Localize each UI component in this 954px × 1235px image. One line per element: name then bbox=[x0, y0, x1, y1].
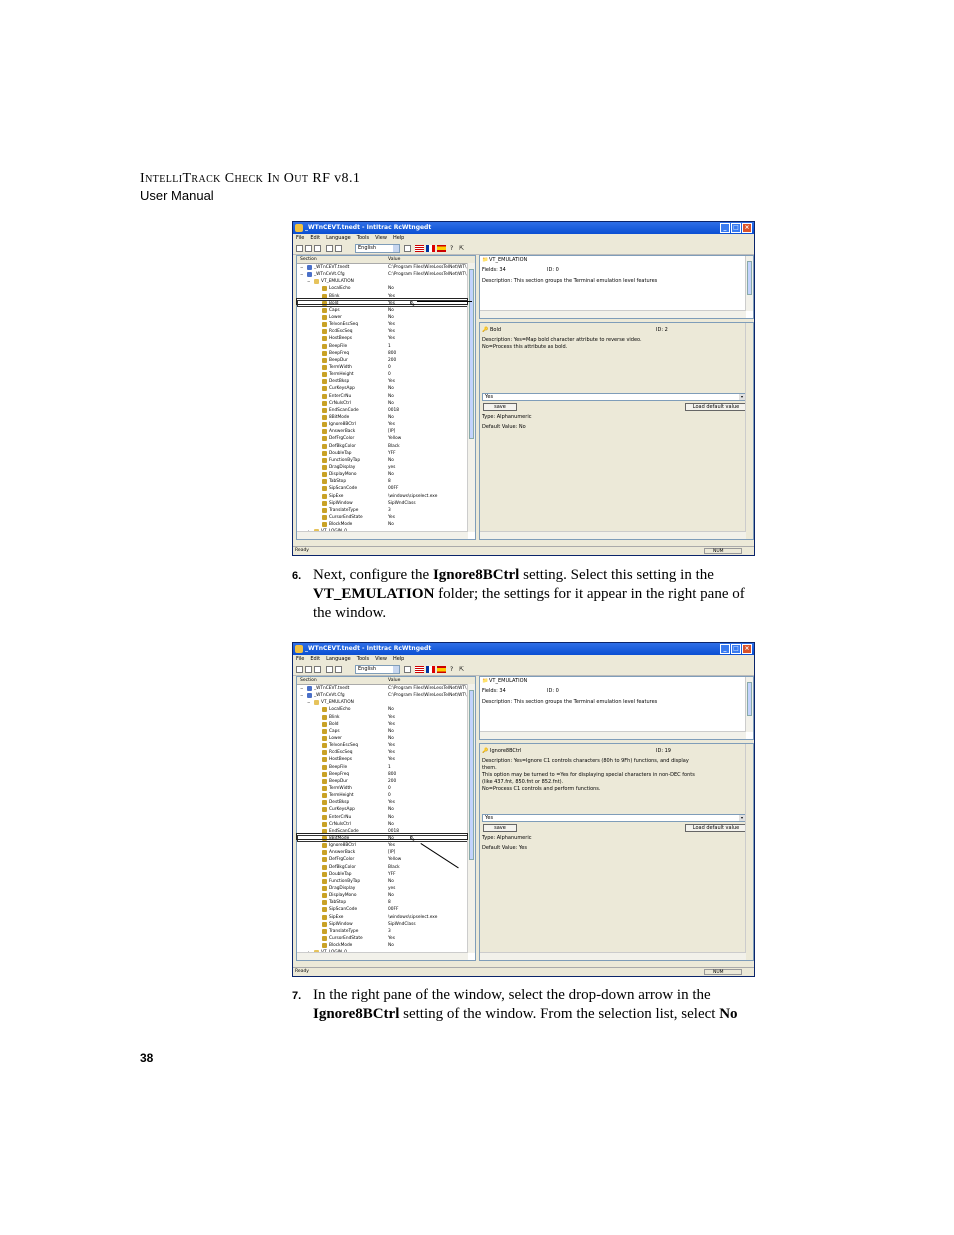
toolbar-button[interactable] bbox=[326, 245, 333, 252]
tree-row[interactable]: DoubleTap YFF bbox=[297, 450, 475, 457]
step-6: 6. Next, configure the Ignore8BCtrl setting. Select this setting in the VT_EMULATION folder; the settings for it appear in the right pane of the window. bbox=[292, 567, 745, 621]
setting-icon bbox=[322, 872, 327, 877]
screenshot-window-bold bbox=[292, 221, 755, 556]
load-default-button[interactable]: Load default value bbox=[685, 824, 747, 832]
tree-row[interactable]: BeepDur 200 bbox=[297, 778, 475, 785]
menu-item[interactable]: Language bbox=[326, 235, 351, 241]
tree-row[interactable]: DoubleTap YFF bbox=[297, 871, 475, 878]
setting-icon bbox=[322, 472, 327, 477]
callout-arrow bbox=[417, 301, 472, 302]
tree-row[interactable]: TermHeight 0 bbox=[297, 792, 475, 799]
window-titlebar[interactable]: _WTnCEVT.tnedt - IntItrac RcWtngedt _ □ × bbox=[293, 643, 754, 655]
num-lock-indicator: NUM bbox=[704, 548, 742, 554]
setting-icon bbox=[322, 893, 327, 898]
tree-row[interactable]: Lower No bbox=[297, 735, 475, 742]
tree-row[interactable]: − VT_EMULATION bbox=[307, 279, 354, 285]
chevron-down-icon[interactable] bbox=[393, 245, 399, 252]
detail-vertical-scrollbar[interactable] bbox=[745, 323, 753, 532]
screenshot-window-ignore8bctrl bbox=[292, 642, 755, 977]
tree-row[interactable]: DestBksp Yes bbox=[297, 378, 475, 385]
setting-icon bbox=[322, 408, 327, 413]
setting-icon bbox=[322, 344, 327, 349]
tree-row[interactable]: DefFrgColor Yellow bbox=[297, 435, 475, 442]
tree-row[interactable]: LocalEcho No bbox=[297, 706, 475, 713]
tree-row[interactable]: CurKeysApp No bbox=[297, 806, 475, 813]
setting-icon bbox=[322, 508, 327, 513]
tree-header: Section Value bbox=[297, 677, 475, 685]
status-bar: Ready NUM bbox=[293, 546, 754, 555]
tree-row[interactable]: AnswerBack [IP] bbox=[297, 428, 475, 435]
setting-icon bbox=[322, 379, 327, 384]
folder-icon bbox=[307, 693, 312, 698]
tree-horizontal-scrollbar[interactable] bbox=[297, 531, 468, 539]
section-info-pane: 📁 VT_EMULATION Fields: 34 ID: 0 Description: This section groups the Terminal emulation level features bbox=[479, 255, 754, 319]
info-horizontal-scrollbar[interactable] bbox=[480, 310, 746, 318]
folder-icon: 📁 bbox=[482, 678, 489, 684]
minimize-button[interactable]: _ bbox=[720, 223, 730, 233]
tree-row[interactable]: − _WTnCeVt.Cfg C:\Program Files\WireLessTelNet\WT\ bbox=[300, 272, 467, 278]
menu-item[interactable]: View bbox=[375, 235, 387, 241]
setting-icon bbox=[322, 386, 327, 391]
tree-row[interactable]: TermWidth 0 bbox=[297, 364, 475, 371]
tree-row[interactable]: LocalEcho No bbox=[297, 285, 475, 292]
menu-bar bbox=[293, 655, 754, 664]
tree-row[interactable]: DisplayMono No bbox=[297, 892, 475, 899]
setting-icon bbox=[322, 757, 327, 762]
tree-row[interactable]: Blink Yes bbox=[297, 714, 475, 721]
tree-row[interactable]: AnswerBack [IP] bbox=[297, 849, 475, 856]
folder-icon bbox=[314, 700, 319, 705]
setting-icon bbox=[322, 465, 327, 470]
tree-row[interactable]: TabStop 8 bbox=[297, 899, 475, 906]
expand-icon[interactable]: − bbox=[300, 693, 304, 699]
tree-row[interactable]: FunctionByTap No bbox=[297, 457, 475, 464]
menu-bar bbox=[293, 234, 754, 243]
tree-row[interactable]: SipWindow SipWndClass bbox=[297, 921, 475, 928]
tree-row[interactable]: CrNulsCtrl No bbox=[297, 821, 475, 828]
setting-icon: 🔑 bbox=[482, 748, 489, 754]
tree-row[interactable]: DragDisplay yes bbox=[297, 885, 475, 892]
num-lock-indicator: NUM bbox=[704, 969, 742, 975]
tree-row[interactable]: CurKeysApp No bbox=[297, 385, 475, 392]
tree-row[interactable]: CursorEndState Yes bbox=[297, 514, 475, 521]
running-header-title: IntelliTrack Check In Out RF v8.1 bbox=[140, 171, 361, 186]
us-flag-icon[interactable] bbox=[415, 666, 424, 673]
toolbar-button[interactable] bbox=[335, 245, 342, 252]
setting-icon bbox=[322, 822, 327, 827]
folder-icon bbox=[307, 265, 312, 270]
window-titlebar[interactable]: _WTnCEVT.tnedt - IntItrac RcWtngedt _ □ × bbox=[293, 222, 754, 234]
language-select[interactable]: English bbox=[355, 665, 400, 674]
tree-row[interactable]: TranslateType 3 bbox=[297, 928, 475, 935]
tree-row[interactable]: Blink Yes bbox=[297, 293, 475, 300]
setting-icon bbox=[322, 786, 327, 791]
setting-icon bbox=[322, 415, 327, 420]
tree-row[interactable]: Bold Yes bbox=[297, 721, 475, 728]
tree-row[interactable]: BlockMode No bbox=[297, 942, 475, 949]
setting-icon bbox=[322, 351, 327, 356]
setting-icon bbox=[322, 444, 327, 449]
maximize-button[interactable]: □ bbox=[731, 644, 741, 654]
menu-item[interactable]: File bbox=[296, 656, 305, 662]
info-vertical-scrollbar[interactable] bbox=[745, 256, 753, 311]
tree-row[interactable]: BeepFreq 800 bbox=[297, 350, 475, 357]
page-number: 38 bbox=[140, 1051, 154, 1065]
setting-icon bbox=[322, 436, 327, 441]
tree-row[interactable]: EndScanCode 0018 bbox=[297, 828, 475, 835]
chevron-down-icon[interactable]: ▾ bbox=[740, 815, 743, 820]
toolbar-button[interactable] bbox=[296, 245, 303, 252]
tree-row[interactable]: SipExe \windows\sipselect.exe bbox=[297, 914, 475, 921]
info-vertical-scrollbar[interactable] bbox=[745, 677, 753, 732]
language-select[interactable]: English bbox=[355, 244, 400, 253]
setting-icon bbox=[322, 394, 327, 399]
setting-icon bbox=[322, 365, 327, 370]
tree-row[interactable]: HostBeeps Yes bbox=[297, 335, 475, 342]
setting-icon bbox=[322, 736, 327, 741]
tree-row[interactable]: BeepDur 200 bbox=[297, 357, 475, 364]
setting-icon bbox=[322, 308, 327, 313]
tree-row[interactable]: Lower No bbox=[297, 314, 475, 321]
maximize-button[interactable]: □ bbox=[731, 223, 741, 233]
tree-row[interactable]: − _WTnCEVT.tnedt C:\Program Files\WireLessTelNet\WT\ bbox=[300, 686, 467, 691]
tree-row[interactable]: DisplayMono No bbox=[297, 471, 475, 478]
tree-row[interactable]: TermHeight 0 bbox=[297, 371, 475, 378]
help-icon[interactable]: ? bbox=[450, 245, 454, 252]
app-icon bbox=[295, 224, 303, 232]
tree-row[interactable]: DragDisplay yes bbox=[297, 464, 475, 471]
toolbar bbox=[293, 664, 754, 676]
tree-row[interactable]: BeepFreq 800 bbox=[297, 771, 475, 778]
setting-icon bbox=[322, 729, 327, 734]
chevron-down-icon[interactable] bbox=[393, 666, 399, 673]
tree-row[interactable]: Ignore8BCtrl Yes bbox=[297, 842, 475, 849]
expand-icon[interactable]: − bbox=[307, 279, 311, 285]
setting-icon bbox=[322, 843, 327, 848]
setting-icon bbox=[322, 494, 327, 499]
detail-horizontal-scrollbar[interactable] bbox=[480, 531, 746, 539]
value-combo[interactable]: Yes ▾ bbox=[482, 393, 746, 401]
tree-row[interactable]: DestBksp Yes bbox=[297, 799, 475, 806]
menu-item[interactable]: File bbox=[296, 235, 305, 241]
toolbar-button[interactable] bbox=[335, 666, 342, 673]
tree-row[interactable]: SipWindow SipWndClass bbox=[297, 500, 475, 507]
setting-icon bbox=[322, 515, 327, 520]
setting-icon bbox=[322, 779, 327, 784]
tree-row[interactable]: RcdEscSeq Yes bbox=[297, 328, 475, 335]
folder-icon bbox=[314, 279, 319, 284]
tree-row[interactable]: EnterCrNu No bbox=[297, 393, 475, 400]
toolbar-button[interactable] bbox=[296, 666, 303, 673]
setting-icon bbox=[322, 850, 327, 855]
value-combo[interactable]: Yes ▾ bbox=[482, 814, 746, 822]
tree-row[interactable]: CrNulsCtrl No bbox=[297, 400, 475, 407]
setting-icon bbox=[322, 879, 327, 884]
tree-row[interactable]: DefBkgColor Black bbox=[297, 864, 475, 871]
setting-icon bbox=[322, 522, 327, 527]
setting-icon bbox=[322, 707, 327, 712]
setting-icon bbox=[322, 336, 327, 341]
toolbar-button[interactable] bbox=[305, 245, 312, 252]
tree-row[interactable]: BlockMode No bbox=[297, 521, 475, 528]
toolbar-button[interactable] bbox=[314, 245, 321, 252]
menu-item[interactable]: Help bbox=[392, 235, 405, 241]
tree-row[interactable]: − _WTnCEVT.tnedt C:\Program Files\WireLessTelNet\WT\ bbox=[300, 265, 467, 270]
tree-row[interactable]: DefFrgColor Yellow bbox=[297, 856, 475, 863]
spain-flag-icon[interactable] bbox=[437, 666, 446, 673]
tree-horizontal-scrollbar[interactable] bbox=[297, 952, 468, 960]
setting-icon bbox=[322, 915, 327, 920]
tree-row[interactable]: Caps No bbox=[297, 307, 475, 314]
setting-icon bbox=[322, 372, 327, 377]
tree-row[interactable]: SipScanCode 00FF bbox=[297, 906, 475, 913]
load-default-button[interactable]: Load default value bbox=[685, 403, 747, 411]
info-horizontal-scrollbar[interactable] bbox=[480, 731, 746, 739]
menu-item[interactable]: Language bbox=[326, 656, 351, 662]
tree-row[interactable]: HostBeeps Yes bbox=[297, 756, 475, 763]
folder-icon: 📁 bbox=[482, 257, 489, 263]
tree-header: Section Value bbox=[297, 256, 475, 264]
setting-icon bbox=[322, 329, 327, 334]
folder-icon bbox=[307, 686, 312, 691]
detail-vertical-scrollbar[interactable] bbox=[745, 744, 753, 953]
expand-icon[interactable]: − bbox=[307, 700, 311, 706]
setting-detail-pane: 🔑 Ignore8BCtrl ID: 19 Description: Yes=Ignore C1 controls characters (80h to 9Fh) functions, and display them. This option may be turned to =Yes for displaying special characters in non-DEC fonts (like 437.fnt, 850.fnt or 852.fnt). No=Process C1 controls and perform functions. Yes ▾ save Load default value Type: Alphanumeric Default Value: Yes bbox=[479, 743, 754, 961]
running-header-subtitle: User Manual bbox=[140, 188, 214, 203]
setting-icon bbox=[322, 807, 327, 812]
tree-row[interactable]: TabStop 8 bbox=[297, 478, 475, 485]
mouse-pointer-icon: ⇖ bbox=[409, 298, 416, 308]
setting-icon bbox=[322, 422, 327, 427]
tree-row[interactable]: SipScanCode 00FF bbox=[297, 485, 475, 492]
setting-icon bbox=[322, 900, 327, 905]
menu-item[interactable]: View bbox=[375, 656, 387, 662]
mouse-pointer-icon: ⇖ bbox=[409, 834, 416, 844]
setting-icon bbox=[322, 358, 327, 363]
tree-row[interactable]: TelvonEscSeq Yes bbox=[297, 742, 475, 749]
menu-item[interactable]: Help bbox=[392, 656, 405, 662]
expand-icon[interactable]: − bbox=[300, 272, 304, 278]
expand-icon[interactable]: − bbox=[300, 265, 304, 270]
setting-icon bbox=[322, 486, 327, 491]
toolbar-button[interactable] bbox=[326, 666, 333, 673]
setting-icon bbox=[322, 922, 327, 927]
tree-pane[interactable] bbox=[296, 676, 476, 961]
minimize-button[interactable]: _ bbox=[720, 644, 730, 654]
pointer-help-icon[interactable]: ⇱ bbox=[459, 666, 465, 673]
setting-icon bbox=[322, 750, 327, 755]
setting-icon bbox=[322, 715, 327, 720]
tree-row[interactable]: BeepFile 1 bbox=[297, 764, 475, 771]
menu-item[interactable]: Tools bbox=[356, 235, 370, 241]
setting-icon bbox=[322, 857, 327, 862]
setting-icon bbox=[322, 765, 327, 770]
us-flag-icon[interactable] bbox=[415, 245, 424, 252]
menu-item[interactable]: Edit bbox=[310, 235, 321, 241]
save-button[interactable]: save bbox=[483, 824, 517, 832]
setting-icon bbox=[322, 907, 327, 912]
setting-icon bbox=[322, 501, 327, 506]
detail-horizontal-scrollbar[interactable] bbox=[480, 952, 746, 960]
folder-icon bbox=[307, 272, 312, 277]
setting-icon bbox=[322, 865, 327, 870]
sort-button[interactable] bbox=[404, 245, 411, 252]
tree-vertical-scrollbar[interactable] bbox=[467, 684, 475, 953]
setting-icon bbox=[322, 286, 327, 291]
tree-row[interactable]: TranslateType 3 bbox=[297, 507, 475, 514]
close-button[interactable]: × bbox=[742, 223, 752, 233]
tree-row[interactable]: DefBkgColor Black bbox=[297, 443, 475, 450]
tree-row[interactable]: EnterCrNu No bbox=[297, 814, 475, 821]
setting-icon bbox=[322, 793, 327, 798]
setting-icon bbox=[322, 458, 327, 463]
setting-icon bbox=[322, 451, 327, 456]
section-info-pane: 📁 VT_EMULATION Fields: 34 ID: 0 Description: This section groups the Terminal emulation level features bbox=[479, 676, 754, 740]
close-button[interactable]: × bbox=[742, 644, 752, 654]
chevron-down-icon[interactable]: ▾ bbox=[740, 394, 743, 399]
app-icon bbox=[295, 645, 303, 653]
tree-row[interactable]: RcdEscSeq Yes bbox=[297, 749, 475, 756]
tree-row[interactable]: 8BitMode No bbox=[297, 414, 475, 421]
setting-icon bbox=[322, 722, 327, 727]
tree-row[interactable]: − _WTnCeVt.Cfg C:\Program Files\WireLessTelNet\WT\ bbox=[300, 693, 467, 699]
setting-detail-pane: 🔑 Bold ID: 2 Description: Yes=Map bold character attribute to reverse video. No=Process this attribute as bold. Yes ▾ save Load default value Type: Alphanumeric Default Value: No bbox=[479, 322, 754, 540]
setting-icon bbox=[322, 401, 327, 406]
toolbar-button[interactable] bbox=[314, 666, 321, 673]
setting-icon: 🔑 bbox=[482, 327, 489, 333]
menu-item[interactable]: Tools bbox=[356, 656, 370, 662]
spain-flag-icon[interactable] bbox=[437, 245, 446, 252]
setting-icon bbox=[322, 315, 327, 320]
setting-icon bbox=[322, 800, 327, 805]
setting-icon bbox=[322, 929, 327, 934]
sort-button[interactable] bbox=[404, 666, 411, 673]
tree-row[interactable]: 8BitMode No bbox=[297, 835, 475, 842]
setting-icon bbox=[322, 936, 327, 941]
tree-row[interactable]: Ignore8BCtrl Yes bbox=[297, 421, 475, 428]
expand-icon[interactable]: − bbox=[300, 686, 304, 691]
tree-row[interactable]: − VT_EMULATION bbox=[307, 700, 354, 706]
help-icon[interactable]: ? bbox=[450, 666, 454, 673]
toolbar bbox=[293, 243, 754, 255]
tree-row[interactable]: Bold Yes bbox=[297, 300, 475, 307]
tree-row[interactable]: Caps No bbox=[297, 728, 475, 735]
france-flag-icon[interactable] bbox=[426, 666, 435, 673]
setting-icon bbox=[322, 772, 327, 777]
tree-row[interactable]: EndScanCode 0018 bbox=[297, 407, 475, 414]
save-button[interactable]: save bbox=[483, 403, 517, 411]
tree-row[interactable]: CursorEndState Yes bbox=[297, 935, 475, 942]
step-7: 7. In the right pane of the window, select the drop-down arrow in the Ignore8BCtrl setting of the window. From the selection list, select No bbox=[292, 987, 738, 1022]
setting-icon bbox=[322, 943, 327, 948]
tree-row[interactable]: FunctionByTap No bbox=[297, 878, 475, 885]
france-flag-icon[interactable] bbox=[426, 245, 435, 252]
highlight-box bbox=[296, 833, 468, 840]
setting-icon bbox=[322, 479, 327, 484]
tree-vertical-scrollbar[interactable] bbox=[467, 263, 475, 532]
setting-icon bbox=[322, 429, 327, 434]
tree-row[interactable]: TermWidth 0 bbox=[297, 785, 475, 792]
setting-icon bbox=[322, 886, 327, 891]
tree-row[interactable]: TelvonEscSeq Yes bbox=[297, 321, 475, 328]
status-bar: Ready NUM bbox=[293, 967, 754, 976]
setting-icon bbox=[322, 815, 327, 820]
pointer-help-icon[interactable]: ⇱ bbox=[459, 245, 465, 252]
menu-item[interactable]: Edit bbox=[310, 656, 321, 662]
toolbar-button[interactable] bbox=[305, 666, 312, 673]
tree-row[interactable]: SipExe \windows\sipselect.exe bbox=[297, 493, 475, 500]
setting-icon bbox=[322, 743, 327, 748]
setting-icon bbox=[322, 322, 327, 327]
tree-row[interactable]: BeepFile 1 bbox=[297, 343, 475, 350]
